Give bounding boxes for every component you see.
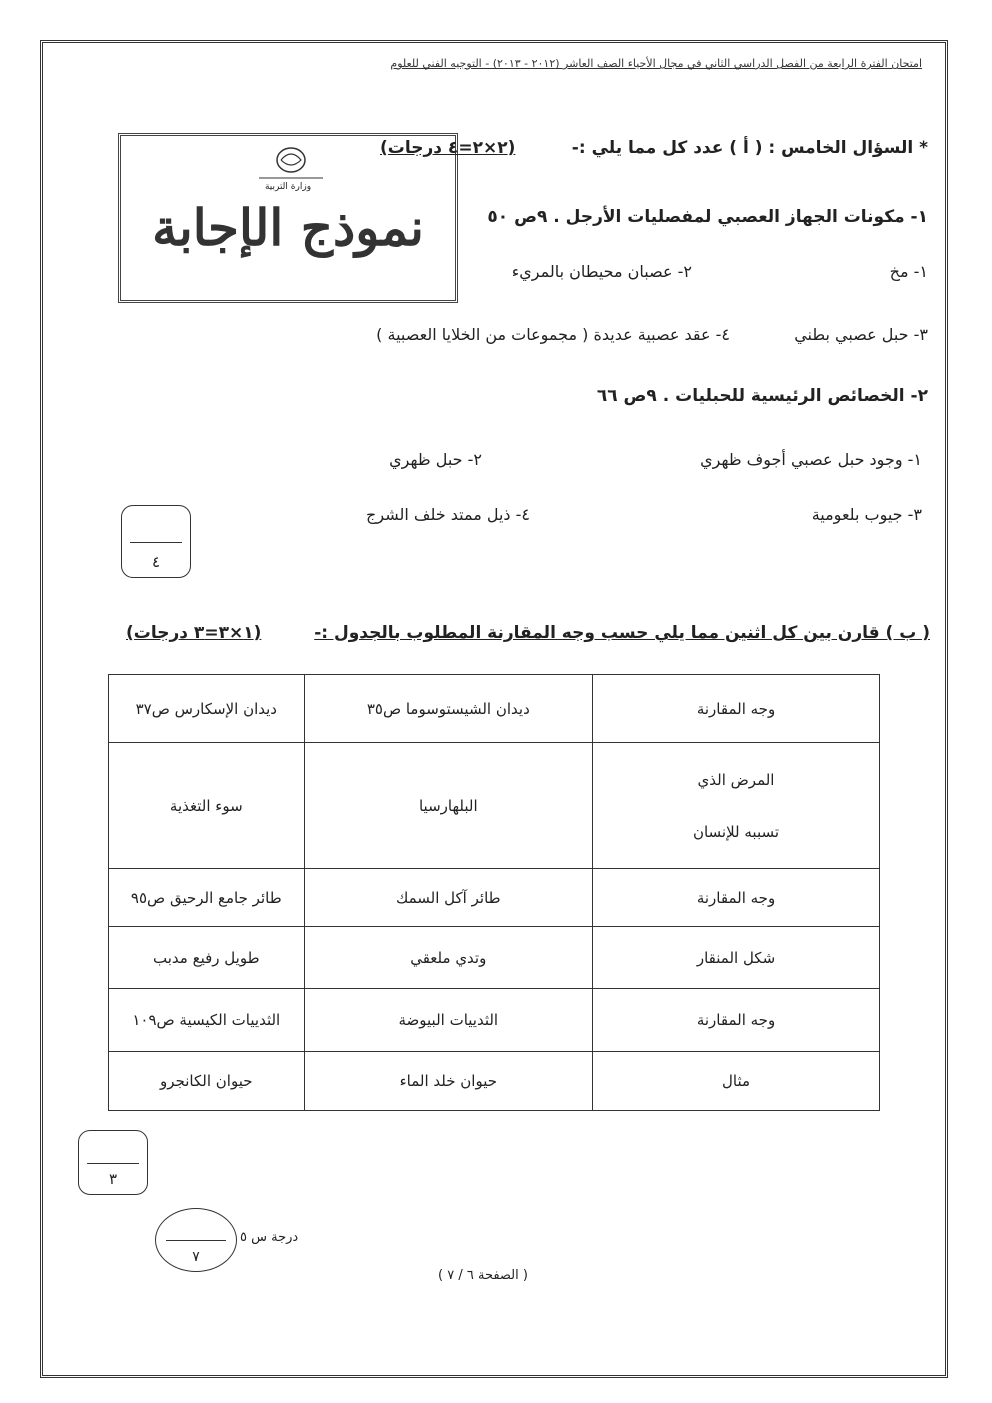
table-cell	[593, 743, 880, 869]
table-cell: وجه المقارنة	[593, 989, 880, 1052]
item1-answer-1: ١- مخ	[889, 262, 928, 281]
table-cell: حيوان الكانجرو	[109, 1052, 305, 1111]
table-cell: وجه المقارنة	[593, 869, 880, 927]
table-cell: الثدييات الكيسية ص١٠٩	[109, 989, 305, 1052]
partB-marks: (١×٣=٣ درجات)	[126, 623, 262, 643]
emblem-seal-icon	[241, 144, 341, 184]
item2-answer-2: ٢- حبل ظهري	[389, 450, 482, 469]
answer-key-stamp	[118, 133, 458, 303]
item2-answer-1: ١- وجود حبل عصبي أجوف ظهري	[700, 450, 922, 469]
question5-title: * السؤال الخامس : ( أ ) عدد كل مما يلي :-	[571, 138, 928, 158]
table-cell: ديدان الإسكارس ص٣٧	[109, 675, 305, 743]
table-row	[109, 1052, 880, 1111]
item1-answer-3: ٣- حبل عصبي بطني	[794, 325, 928, 344]
table-cell: وجه المقارنة	[593, 675, 880, 743]
score-box-b	[78, 1130, 148, 1195]
item1-prompt: ١- مكونات الجهاز العصبي لمفصليات الأرجل . ٩ص ٥٠	[487, 207, 928, 227]
comparison-table	[108, 674, 880, 1111]
total-score-oval	[155, 1208, 237, 1272]
table-cell: شكل المنقار	[593, 927, 880, 989]
table-cell: سوء التغذية	[109, 743, 305, 869]
table-row	[109, 869, 880, 927]
table-row	[109, 675, 880, 743]
total-score-value: ٧	[192, 1249, 200, 1265]
table-cell: البلهارسيا	[304, 743, 592, 869]
seal-caption: وزارة التربية	[264, 182, 312, 192]
table-cell: طائر آكل السمك	[304, 869, 592, 927]
table-cell: طائر جامع الرحيق ص٩٥	[109, 869, 305, 927]
table-cell: ديدان الشيستوسوما ص٣٥	[304, 675, 592, 743]
table-row	[109, 743, 880, 869]
table-cell: حيوان خلد الماء	[304, 1052, 592, 1111]
stamp-label: نموذج الإجابة	[152, 198, 424, 257]
table-row	[109, 989, 880, 1052]
table-cell: وتدي ملعقي	[304, 927, 592, 989]
page-number: ( الصفحة ٦ / ٧ )	[438, 1268, 528, 1283]
item1-answer-4: ٤- عقد عصبية عديدة ( مجموعات من الخلايا العصبية )	[376, 325, 730, 344]
table-cell: طويل رفيع مدبب	[109, 927, 305, 989]
score-a-value: ٤	[151, 553, 161, 571]
cell-line: المرض الذي	[697, 770, 775, 789]
question5-marks: (٢×٢=٤ درجات)	[380, 138, 516, 158]
table-cell: مثال	[593, 1052, 880, 1111]
cell-line: تسببه للإنسان	[692, 822, 780, 841]
total-label: درجة س ٥	[240, 1230, 299, 1245]
score-b-value: ٣	[108, 1170, 118, 1188]
item2-prompt: ٢- الخصائص الرئيسية للحبليات . ٩ص ٦٦	[596, 386, 928, 406]
item1-answer-2: ٢- عصبان محيطان بالمريء	[511, 262, 692, 281]
table-cell: الثدييات البيوضة	[304, 989, 592, 1052]
item2-answer-3: ٣- جيوب بلعومية	[811, 505, 922, 524]
exam-header: امتحان الفترة الرابعة من الفصل الدراسي الثاني في مجال الأحياء الصف العاشر (٢٠١٢ - ٢٠١٣) - التوجيه الفني للعلوم	[390, 57, 922, 70]
partB-title: ( ب ) قارن بين كل اثنين مما يلي حسب وجه المقارنة المطلوب بالجدول :-	[314, 623, 930, 643]
table-row	[109, 927, 880, 989]
item2-answer-4: ٤- ذيل ممتد خلف الشرج	[366, 505, 530, 524]
score-box-a	[121, 505, 191, 578]
